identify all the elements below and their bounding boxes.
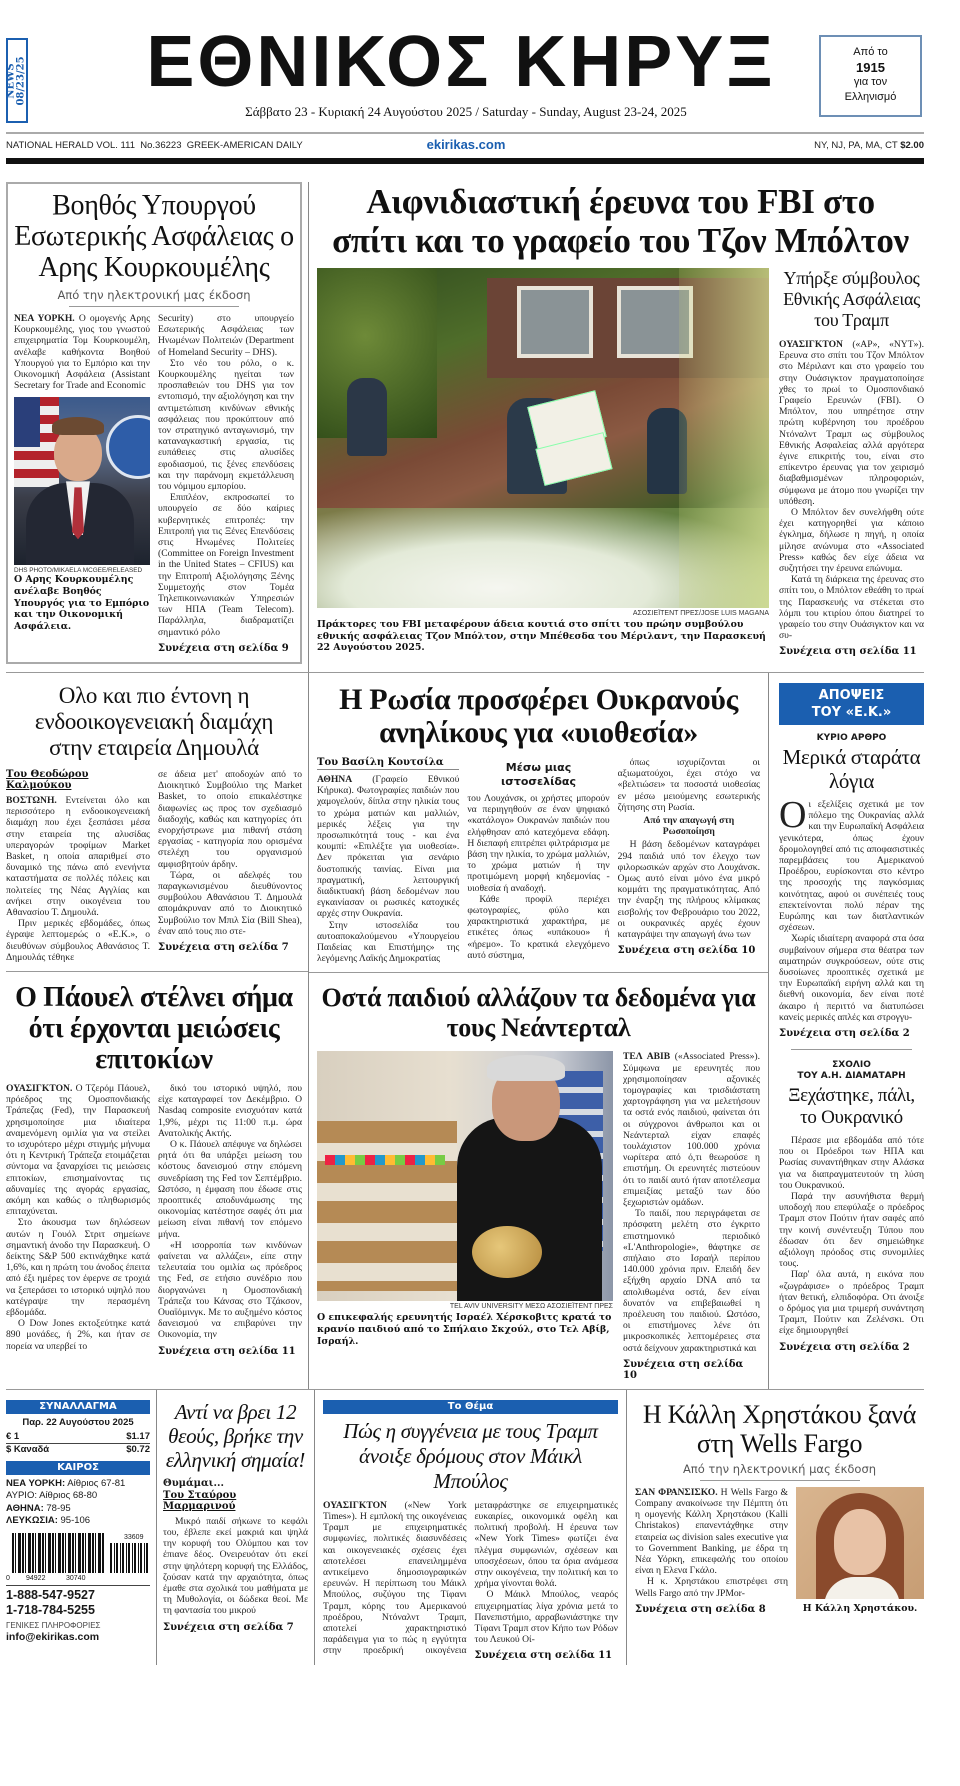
weather-label: ΝΕΑ ΥΟΡΚΗ: [6,1477,66,1489]
since-box [819,35,922,117]
article-christakos [626,1390,924,1666]
article-text: σε άδεια μετ' αποδοχών από το Διοικητικό Συμβούλιο της Market Basket, το οποίο επικαλέστηκε διαφωνίες ως προς τον σχεδιασμό διαδοχής, καθώς και κατηγορίες ότι ενορχήστρωνε μια πιθανή στάση εργασίας - κατηγορία που ορισμένα στελέχη του οργανισμού αμφισβητούν άρδην. [158,768,302,870]
continued-link[interactable]: Συνέχεια στη σελίδα 11 [158,1345,296,1357]
photo-caption: Η Κάλλη Χρηστάκου. [802,1602,918,1614]
article-col1 [14,313,150,391]
kicker-line1: ΣΧΟΛΙΟ [832,1059,871,1070]
theme-banner: Το Θέμα [323,1400,618,1414]
article-russia-col1 [317,774,459,964]
article-text: Στο νέο του ρόλο, ο κ. Κουρκουμέλης ηγείται των προσπαθειών του DHS για τον εντοπισμό, την αξιολόγηση και την αντιμετώπιση κινδύνων εθνικής ασφάλειας που προκύπτουν από τον στρατηγικό ανταγωνισμό, την καταναγκαστική εργασία, τις ευπάθειες στις αλυσίδες εφοδιασμού, τις ξένες επενδύσεις και την παράνομη εκμετάλλευση του νόμιμου εμπορίου. [158,357,294,493]
masthead-info: NATIONAL HERALD VOL. 111 No.36223 GREEK-AMERICAN DAILY [6,140,303,151]
weather-list [6,1478,150,1528]
cover-price: $2.00 [900,140,924,151]
photo-christakos[interactable] [796,1487,924,1599]
article-comment-body [779,1135,924,1337]
article-text: Η βάση δεδομένων καταγράφει 294 παιδιά υπό τον έλεγχο των φιλορωσικών αρχών στο Λουχάνσκ. Ομως αυτό είναι μόνο ένα μικρό κομμάτι της πραγματικότητας. Από την έναρξη της πλήρους κλίμακας εισβολής τον Φεβρουάριο του 2022, οι ουκρανικές αρχές έχουν καταγράψει την απαγωγή άνω των [617,839,760,940]
article-boulos [314,1390,626,1666]
website-link[interactable]: ekirikas.com [426,137,506,152]
christakos-photo-col [796,1487,924,1615]
continued-link[interactable]: Συνέχεια στη σελίδα 10 [623,1358,744,1381]
article-text: δικό του ιστορικό υψηλό, που είχε καταγραφεί τον Δεκέμβριο. Ο Nasdaq composite ενισχυόταν κατά 1,9%, μέχρι τις 11:00 π.μ. ώρα Ανατολικής Ακτής. [158,1082,302,1139]
headline-russia[interactable]: Η Ρωσία προσφέρει Ουκρανούς ανηλίκους για «υιοθεσία» [339,682,738,749]
weather-row [6,1515,150,1528]
headline-olympus[interactable]: Αντί να βρει 12 θεούς, βρήκε την ελληνική σημαία! [165,1399,306,1472]
since-year: 1915 [856,60,885,75]
photo-caption: Πράκτορες του FBI μεταφέρουν άδεια κουτιά στο σπίτι του πρώην συμβούλου εθνικής ασφάλειας Τζον Μπόλτον, στην Μπέθεσδα του Μέριλαντ, την Παρασκευή 22 Αυγούστου 2025. [317,619,766,654]
email-link[interactable]: info@ekirikas.com [6,1630,100,1643]
article-text: Ο Dow Jones εκτοξεύτηκε κατά 890 μονάδες, ή 2%, και ήταν σε πορεία να υπερβεί το [6,1318,150,1352]
article-russia-col3 [618,839,760,940]
barcode [6,1533,150,1585]
barcode-addon: 33609 [124,1533,144,1541]
article-text: όπως ισχυρίζονται οι αξιωματούχοι, έχει στόχο να «βελτιώσει» τα ποσοστά υιοθεσίας εν μέσω μειούμενης εσωτερικής ζήτησης στη Ρωσία. [617,756,760,813]
article-text: Η κ. Χρηστάκου επιστρέφει στη Wells Fargo από την JPMor- [635,1576,788,1599]
weather-value: 78-95 [46,1502,71,1514]
article-text: («ΑΡ», «NYT»). Ερευνα στο σπίτι του Τζον Μπόλτον στο Μέριλαντ και στο γραφείο του στην Ουάσιγκτον πραγματοποίησε χθες το πρωί το Ομοσπονδιακό Γραφείο Ερευνών (FBI). Ο Μπόλτον, που υπηρέτησε στην πρώτη κυβέρνηση του προέδρου Ντόναλντ Τραμπ ως σύμβουλος Εθνικής Ασφαλείας αλλά αργότερα έγινε επικριτής του, είναι στο επίκεντρο έρευνας για τον χειρισμό διαβαθμισμένων πληροφοριών, σύμφωνα με άτομο που γνωρίζει την υπόθεση. [779,339,924,507]
barcode-digit: 0 [6,1574,10,1582]
article-powell [6,972,308,1365]
article-text: του Λουχάνσκ, οι χρήστες μπορούν να περιηγηθούν σε έναν ψηφιακό «κατάλογο» Ουκρανών παιδιών που ελήφθησαν από κατεχόμενα εδάφη. Η διεπαφή επιτρέπει φιλτράρισμα με βάση την ηλικία, το χρώμα μαλλιών, το χρώμα ματιών ή την προτιμώμενη μορφή κηδεμονίας - υιοθεσία ή αναδοχή. [467,792,610,894]
banner-line2: ΤΟΥ «Ε.Κ.» [811,704,892,720]
phone-2[interactable]: 1-718-784-5255 [6,1602,95,1617]
article-text: Τώρα, οι αδελφές του παραγκωνισμένου διευθύνοντος συμβούλου Αθανάσιου Τ. Δημουλά απομάκρυναν από το Διοικητικό Συμβούλιο τον Μπιλ Σία (Bill Shea), έναν από τους πιο στε- [158,869,302,937]
states-served: NY, NJ, PA, MA, CT [814,140,898,151]
subhead: Από την ηλεκτρονική μας έκδοση [57,288,251,302]
photo-neanderthal[interactable] [317,1051,613,1301]
dateline: ΤΕΛ ΑΒΙΒ [623,1051,671,1063]
since-line4: Ελληνισμό [844,91,897,103]
article-text: Ο Τζερόμ Πάουελ, πρόεδρος της Ομοσπονδιακής Τράπεζας (Fed), την Παρασκευή χρησιμοποίησε μια ιδιαίτερα αναμενόμενη ομιλία για να στείλει το ισχυρότερο μέχρι στιγμής μήνυμα ότι η Κεντρική Τράπεζα ετοιμάζεται σύντομα να ξαναρχίσει τις μειώσεις επιτοκίων, επισημαίνοντας τις αδυναμίες της αγοράς εργασίας, ακόμη και καθώς ο πληθωρισμός επιταχύνεται. [6,1082,150,1218]
opinion-banner [779,683,924,725]
band-bottom [6,1390,924,1666]
right-stack [768,673,924,1389]
side-headline-bolton[interactable]: Υπήρξε σύμβουλος Εθνικής Ασφάλειας του Τραμπ [783,268,920,330]
photo-credit: ΑΣΟΣΙΕΪΤΕΝΤ ΠΡΕΣ/JOSE LUIS MAGANA [632,610,769,617]
rate-row [6,1444,150,1456]
rate-value: $1.17 [126,1430,150,1442]
weather-label: ΛΕΥΚΩΣΙΑ: [6,1515,58,1527]
article-text: Security) στο υπουργείο Εσωτερικής Ασφάλειας των Ηνωμένων Πολιτειών (Department of Homeland Security – DHS). [158,313,294,358]
byline: Του Σταύρου Μαρμαρινού [163,1489,237,1512]
badge-line2: 08/23/25 [16,55,27,106]
article-powell-col1 [6,1083,150,1352]
article-col2-wrap [158,313,294,654]
mid-subhead: Μέσω μιας ιστοσελίδας [500,760,576,788]
banner-line1: ΑΠΟΨΕΙΣ [818,687,885,703]
article-text: Ο κ. Πάουελ απέφυγε να δηλώσει ρητά ότι θα υπάρξει μείωση του κόστους δανεισμού στην επόμενη συνεδρίαση της Fed τον Σεπτέμβριο. Ωστόσο, η έμφαση που έδωσε στις προοπτικές αποδυνάμωσης της οικονομίας κατέστησε σαφές ότι μια μείωση είναι πιθανή τον επόμενο μήνα. [158,1138,302,1240]
article-text: Στο άκουσμα των δηλώσεων αυτών η Γουόλ Στριτ σημείωνε σημαντική άνοδο την Παρασκευή. Ο δείκτης S&P 500 εκτινάχθηκε κατά 1,6%, και η πρώτη του άνοδος έπειτα από έξι ημέρες τον έφερνε σε τροχιά να ξεπεράσει το ιστορικό υψηλό που κατέγραψε την περασμένη εβδομάδα. [6,1217,151,1318]
continued-link[interactable]: Συνέχεια στη σελίδα 11 [474,1650,613,1662]
sidebar-rule [6,1585,150,1586]
continued-link[interactable]: Συνέχεια στη σελίδα 8 [635,1603,766,1615]
headline-boulos[interactable]: Πώς η συγγένεια με τους Τραμπ άνοιξε δρόμους στον Μάικλ Μπούλος [343,1418,598,1493]
article-olympus-body [163,1516,308,1617]
bolton-side-col [779,268,924,657]
byline: Του Θεοδώρου Καλμούκου [6,768,89,791]
article-text: Εντείνεται όλο και περισσότερο η ενδοοικογενειακή διαμάχη που έχει ξεσπάσει μέσα στην εταιρεία της αλυσίδας υπεραγορών τροφίμων Market Basket, η οποία απαριθμεί στο δυναμικό της πάνω από ενενήντα καταστήματα σε πολλές πόλεις και πολιτείες της Νέας Αγγλίας και ανήκει στην οικογένεια του Αθανασίου Τ. Δημουλά. [6,794,150,918]
dateline: ΟΥΑΣΙΓΚΤΟΝ [323,1499,387,1511]
centre-stack [308,673,768,1389]
rate-label: € 1 [6,1430,20,1442]
article-text: (Γραφείο Εθνικού Κήρυκα). Φωτογραφίες παιδιών που χαμογελούν, δίπλα στην ηλικία τους το χρώμα ματιών και μαλλιών, μερικές λέξεις για την προσωπικότητά τους - και ένα κουμπί: «Επιλέξτε για υιοθεσία». Δεν πρόκειται για σενάριο δυστοπικής ταινίας. Είναι μια πραγματική, λειτουργική διαδικτυακή βάση δεδομένων που εγκαινίασαν οι ρωσικές κατοχικές αρχές στην Ουκρανία. [317,773,460,920]
rate-value: $0.72 [126,1443,150,1455]
article-text: «Η ισορροπία των κινδύνων φαίνεται να αλλάζει», είπε στην τελευταία του ομιλία ως πρόεδρος της Fed, σε ετήσιο συνέδριο που διοργανώνει η Ομοσπονδιακή Τράπεζα του Κάνσας στο Τζάκσον, Ουαϊόμινγκ. Με το αυξημένο κόστος δανεισμού να επιβαρύνει την Οικονομία, την [158,1239,302,1341]
column-name: Θυμάμαι... [163,1477,224,1489]
neanderthal-photo-col [317,1051,613,1380]
dropcap: Ο [779,793,807,836]
article-text: Παρ' όλα αυτά, η εικόνα που «ζωγράφισε» ο πρόεδρος Τραμπ ήταν θετική, ελπιδοφόρα. Οτι άνοιξε ο δρόμος για μια τριμερή συνάντηση Τραμπ, Πούτιν και Ζελένσκι. Οτι είχε δημιουργηθεί [779,1269,924,1337]
since-line3: για τον [853,76,888,88]
photo-kourkoumelis[interactable] [14,397,150,565]
continued-link[interactable]: Συνέχεια στη σελίδα 2 [779,1027,910,1039]
article-neanderthal-body [623,1051,760,1353]
barcode-addon-icon [110,1543,148,1573]
exchange-date: Παρ. 22 Αυγούστου 2025 [22,1416,134,1428]
article-editorial-body [779,793,924,1023]
article-text: ι εξελίξεις σχετικά με τον πόλεμο της Ουκρανίας αλλά και την Ευρωπαϊκή Ασφάλεια γενικότερα, όπως έχουν δρομολογηθεί από τις αποφασιστικές παρεμβάσεις του Αμερικανού Προέδρου, ευρίσκονται στο κέντρο της προσοχής της παγκόσμιας κοινότητας, αφού οι συνέπειές τους επεκτείνονται πολύ πέραν της Ευρώπης και των διατλαντικών σχέσεων. [779,798,924,934]
masthead-rule-thin [6,132,924,134]
continued-link[interactable]: Συνέχεια στη σελίδα 9 [158,642,289,654]
divider [700,1480,860,1481]
photo-caption: Ο Αρης Κουρκουμέλης ανέλαβε Βοηθός Υπουργός για το Εμπόριο και την Οικονομική Ασφάλεια. [14,574,150,632]
photo-credit: DHS PHOTO/MIKAELA MCGEE/RELEASED [14,567,143,575]
dateline: ΑΘΗΝΑ [317,773,353,785]
rate-row [6,1431,150,1444]
inline-subhead: Από την απαγωγή στη Ρωσοποίηση [643,814,735,838]
headline-christakos[interactable]: Η Κάλλη Χρηστάκου ξανά στη Wells Fargo [642,1399,917,1458]
weather-label: ΑΘΗΝΑ: [6,1502,44,1514]
article-neanderthal [309,973,768,1388]
article-text: Μικρό παιδί σήκωνε το κεφάλι του, έβλεπε εκεί μακριά και ψηλά την κορυφή του Ολύμπου και τον έπιανε δέος. Ονειρευόταν ότι εκεί στην ψηλότερη κορυφή της Ελλάδος, ζούσαν κατά την αρχαιότητα, όπως έμαθε στα σχολικά του μαθήματα με τη Μυθολογία, οι δώδεκα θεοί. Με τη φαντασία του μικρού [163,1515,308,1617]
photo-caption: Ο επικεφαλής ερευνητής Ισραέλ Χέρσκοβιτς κρατά το κρανίο παιδιού από το Σπήλαιο Σκχούλ, στο Τελ Αβίβ, Ισραήλ. [317,1312,612,1347]
sidebar [6,1390,156,1666]
article-text: Κάθε προφίλ περιέχει φωτογραφίες, φύλο και χαρακτηριστικά χαρακτήρα, με ετικέτες όπως «υπάκουο» ή «ήρεμο». Το κρατικά ελεγχόμενο αυτό σύστημα, [467,893,610,961]
dateline: ΣΑΝ ΦΡΑΝΣΙΣΚΟ. [635,1486,718,1498]
phone-1[interactable]: 1-888-547-9527 [6,1587,95,1602]
neanderthal-text-col [623,1051,760,1380]
article-bolton-body [779,339,924,641]
weather-value: Αίθριος 67-81 [67,1477,126,1489]
continued-link[interactable]: Συνέχεια στη σελίδα 10 [617,945,756,957]
article-text: Χωρίς ιδιαίτερη αναφορά στα όσα συμβαίνουν σήμερα στα θέατρα των αιματηρών συγκρούσεων, ούτε στις δυσοίωνες προοπτικές σχετικά με την Ευρωπαϊκή ειρήνη αλλά και τη διεθνή οικονομία, δεν είναι ποτέ άκαιρο ή περιττό να διατυπώσει κανείς μερικές απλές και στρογγυ- [779,933,924,1023]
masthead-date: Σάββατο 23 - Κυριακή 24 Αυγούστου 2025 / Saturday - Sunday, August 23-24, 2025 [245,104,687,119]
subhead: Από την ηλεκτρονική μας έκδοση [682,1461,877,1476]
weather-row [6,1490,150,1503]
headline-bolton[interactable]: Αιφνιδιαστική έρευνα του FBI στο σπίτι και το γραφείο του Τζον Μπόλτον [332,182,909,260]
article-demoulas-col1 [6,795,150,963]
weather-value: 95-106 [60,1515,91,1527]
weather-title: ΚΑΙΡΟΣ [6,1461,150,1475]
article-col1-wrap [14,313,150,654]
article-boulos-cols [323,1500,618,1662]
dateline: ΝΕΑ ΥΟΡΚΗ. [14,313,75,324]
photo-credit: TEL AVIV UNIVERSITY ΜΕΣΩ ΑΣΟΣΙΕΪΤΕΝΤ ΠΡΕΣ [449,1303,613,1311]
masthead-rule-thick [6,158,924,164]
christakos-text-col [635,1487,788,1615]
exchange-rates [6,1431,150,1456]
dateline: ΟΥΑΣΙΓΚΤΟΝ [779,339,843,350]
band-middle [6,673,924,1390]
article-demoulas-col2 [158,769,302,937]
barcode-group1: 94922 [26,1574,46,1582]
article-col2 [158,313,294,638]
headline-powell[interactable]: Ο Πάουελ στέλνει σήμα ότι έρχονται μειώσεις επιτοκίων [15,981,293,1075]
comment-kicker [779,1060,924,1082]
rate-label: $ Καναδά [6,1443,50,1455]
photo-bolton[interactable] [317,268,769,608]
badge-line1: NEWS [6,62,17,99]
article-demoulas [6,673,308,972]
article-text: Επιπλέον, εκπροσωπεί το υπουργείο σε δύο καίριες κυβερνητικές επιτροπές: την Επιτροπή για τις Ξένες Επενδύσεις στις Ηνωμένες Πολιτείες (Committee on Foreign Investment in the United States – CFIUS) και την Επιτροπή Αξιολόγησης Ξένης Συμμετοχής στον Τομέα Τηλεπικοινωνιακών Υπηρεσιών των ΗΠΑ (Team Telecom). Παράλληλα, διαδραματίζει σημαντικό ρόλο [158,492,294,638]
continued-link[interactable]: Συνέχεια στη σελίδα 7 [163,1621,294,1633]
weather-label: ΑΥΡΙΟ: [6,1490,37,1502]
article-kourkoumelis [6,182,308,672]
article-demoulas-cols [6,769,302,963]
article-russia-cols [317,757,760,964]
article-text: Πριν μερικές εβδομάδες, όπως έγραψε λεπτομερώς ο «Ε.Κ.», ο διευθύνων σύμβουλος Αθανάσιος Τ. Δημουλάς τέθηκε [6,918,150,963]
weather-row [6,1478,150,1491]
article-olympus [156,1390,314,1666]
continued-link[interactable]: Συνέχεια στη σελίδα 7 [158,941,289,953]
article-text: Το παιδί, που περιγράφεται σε πρόσφατη μελέτη στο έγκριτο επιστημονικό περιοδικό «L'Anthropologie», θάφτηκε σε σπήλαιο στο Ισραήλ περίπου 140.000 χρόνια πριν. Επειδή δεν εξήχθη αρχαίο DNA από τα απολιθωμένα οστά, δεν είναι δυνατόν να επιβεβαιωθεί η προέλευση του παιδιού. Ωστόσο, οι επιστήμονες λένε ότι μικροσκοπικές λεπτομέρειες στα οστά δείχνουν χαρακτηριστικά και [623,1208,760,1354]
barcode-group2: 30740 [66,1574,86,1582]
continued-link[interactable]: Συνέχεια στη σελίδα 2 [779,1341,910,1353]
headline-editorial[interactable]: Μερικά σταράτα λόγια [782,744,921,793]
article-bolton [308,182,924,672]
byline: Του Βασίλη Κουτσίλα [317,757,459,770]
headline-comment[interactable]: Ξεχάστηκε, πάλι, το Ουκρανικό [788,1084,915,1128]
left-stack [6,673,308,1389]
headline[interactable]: Βοηθός Υπουργού Εσωτερικής Ασφάλειας ο Αρης Κουρκουμέλης [14,190,294,283]
article-russia [309,673,768,973]
news-date-badge [6,38,28,123]
info-label: ΓΕΝΙΚΕΣ ΠΛΗΡΟΦΟΡΙΕΣ [6,1620,101,1630]
headline-demoulas[interactable]: Ολο και πιο έντονη η ενδοοικογενειακή διαμάχη στην εταιρεία Δημουλά [34,682,274,760]
article-text: Στην ιστοσελίδα του αυτοαποκαλούμενου «Υπουργείου Παιδείας και Επιστήμης» της λεγόμενης Λαϊκής Δημοκρατίας [317,919,460,965]
bolton-photo-col [317,268,769,657]
article-boulos-col2 [475,1589,619,1645]
article-text: Η Wells Fargo & Company ανακοίνωσε την Πέμπτη ότι η ομογενής Κάλλη Χρηστάκου (Kalli Christakos) επανεντάχθηκε στην εταιρεία ως division sales executive για το Government Banking, με έδρα τη Νέα Υόρκη, επικεφαλής του οποίου είναι η Ελενα Γκάλο. [635,1486,788,1577]
exchange-title: ΣΥΝΑΛΛΑΓΜΑ [6,1400,150,1414]
article-text: («Associated Press»). Σύμφωνα με ερευνητές που χρησιμοποίησαν αξονικές τομογραφίες και τρισδιάστατη χαρτογράφηση για να μελετήσουν τα οστά ενός παιδιού, φαίνεται ότι οι σύγχρονοι άνθρωποι και οι Νεάντερταλ είχαν επαφές τουλάχιστον 100.000 χρόνια νωρίτερα από ό,τι θεωρούσε η επιστήμη. Οι ερευνητές πιστεύουν ότι το παιδί αυτό ήταν αποτέλεσμα επιμειξίας μεταξύ των δύο ξεχωριστών ομάδων. [623,1051,760,1208]
weather-row [6,1503,150,1516]
continued-link[interactable]: Συνέχεια στη σελίδα 11 [779,646,917,658]
article-text: Ο ομογενής Αρης Κουρκουμέλης, γιος του γνωστού επιχειρηματία Τομ Κουρκουμέλη, ανέλαβε καθήκοντα Βοηθού Υπουργού για το Εμπόριο και την Οικονομική Ασφάλεια (Assistant Secretary for Trade and Economic [14,313,150,392]
headline-neanderthal[interactable]: Οστά παιδιού αλλάζουν τα δεδομένα για τους Νεάντερταλ [321,983,756,1043]
masthead-title: ΕΘΝΙΚΟΣ ΚΗΡΥΞ [146,22,776,102]
kicker: ΚΥΡΙΟ ΑΡΘΡΟ [816,732,887,743]
article-christakos-body [635,1487,788,1599]
dateline: ΟΥΑΣΙΓΚΤΟΝ. [6,1082,73,1094]
kicker-line2: ΤΟΥ Α.Η. ΔΙΑΜΑΤΑΡΗ [797,1070,906,1081]
article-text: Ο Μάικλ Μπούλος, νεαρός επιχειρηματίας λίγα χρόνια μετά το Πανεπιστήμιο, αρραβωνιάστηκε την Τίφανι Τραμπ στον Κήπο των Ρόδων του Λευκού Οί- [474,1589,618,1646]
article-text: Παρά την ασυνήθιστα θερμή υποδοχή που επεφύλαξε ο πρόεδρος Τραμπ στον Πούτιν ήταν σαφές από την κοινή συνέντευξη Τύπου που έδωσαν ότι δεν σημειώθηκε αξιόλογη πρόοδος στις συνομιλίες τους. [779,1190,924,1270]
weather-value: Αίθριος 68-80 [39,1490,98,1502]
since-line1: Από το [853,46,888,58]
article-text: Πέρασε μια εβδομάδα από τότε που οι Πρόεδροι των ΗΠΑ και Ρωσίας συναντήθηκαν στην Αλάσκα για να διαπραγματευτούν τη λύση του Ουκρανικού. [779,1134,924,1191]
masthead-price-line [814,140,924,152]
section-rule [791,1049,912,1050]
dateline: ΒΟΣΤΩΝΗ. [6,794,57,806]
divider [69,306,239,307]
article-text: Κατά τη διάρκεια της έρευνας στο σπίτι του, ο Μπόλτον εθεάθη το πρωί της Παρασκευής να στέκεται στο λόμπι του κτιρίου όπου διατηρεί το γραφείο του στην Ουάσιγκτον και να συ- [779,574,924,642]
band-top [6,182,924,673]
article-powell-cols [6,1083,302,1357]
article-text: Ο Μπόλτον δεν συνελήφθη ούτε έχει κατηγορηθεί για κάποιο έγκλημα, δήλωσε η πηγή, η οποία μίλησε ανώνυμα στο «Associated Press» καθώς δεν είχε άδεια να συζητήσει την έρευνα επώνυμα. [779,507,924,575]
article-powell-col2 [158,1083,302,1341]
article-text: («New York Times»). Η εμπλοκή της οικογένειας Τραμπ με επιχειρηματικές συμφωνίες, πολιτικές διασυνδέσεις και οικογενειακές σχέσεις έχει αποτελέσει επανειλημμένα αντικείμενο δημοσιογραφικών ερευνών. Η περίπτωση του Μάικλ Μπούλος, συζύγου της Τίφανι Τραμπ, κόρης του Αμερικανού προέδρου, Ντόναλντ Τραμπ, αποτελεί χαρακτηριστικό παράδειγμα για το πώς η εγγύτητα στην προεδρική οικογένεια μεταφράστηκε σε επιχειρηματικές ευκαιρίες, οικονομικά οφέλη και πολιτική προβολή. Η έρευνα των «New York Times» φωτίζει ένα πλέγμα συμφωνιών, σχέσεων και υποσχέσεων, όπου τα όρια ανάμεσα στην οικογένεια, την πολιτική και το χρήμα γίνονται θολά. [323,1499,618,1657]
masthead [6,0,924,166]
barcode-main-icon [12,1533,104,1573]
